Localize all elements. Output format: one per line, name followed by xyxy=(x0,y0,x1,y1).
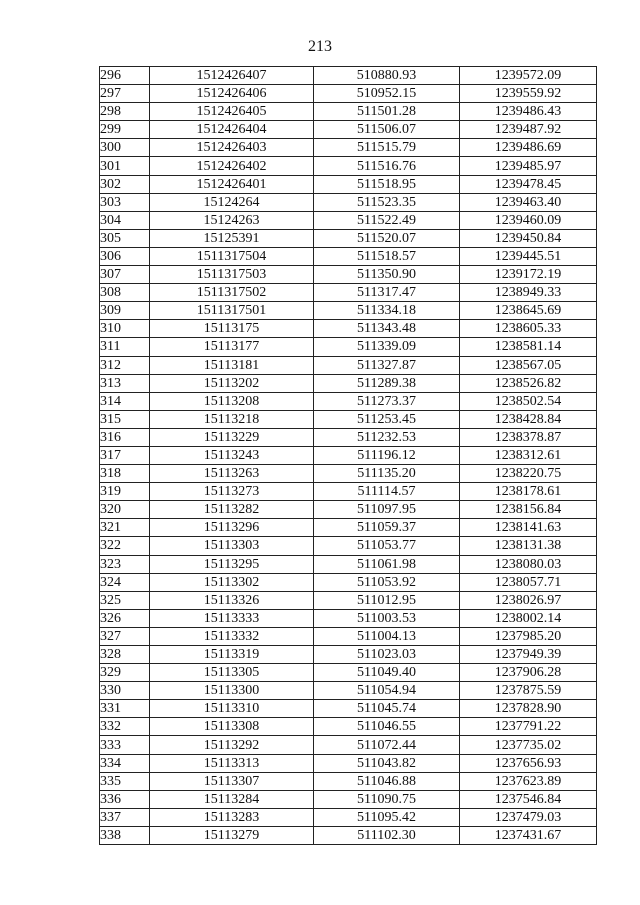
point-id-cell: 15113313 xyxy=(150,754,314,772)
row-number-cell: 299 xyxy=(100,121,150,139)
point-id-cell: 15113308 xyxy=(150,718,314,736)
point-id-cell: 15113243 xyxy=(150,446,314,464)
table-row xyxy=(100,591,597,609)
y-coordinate-cell: 1238220.75 xyxy=(460,465,597,483)
x-coordinate-cell: 511253.45 xyxy=(314,410,460,428)
row-number-cell: 304 xyxy=(100,211,150,229)
y-coordinate-cell: 1238080.03 xyxy=(460,555,597,573)
table-row xyxy=(100,284,597,302)
y-coordinate-cell: 1238131.38 xyxy=(460,537,597,555)
row-number-cell: 330 xyxy=(100,682,150,700)
y-coordinate-cell: 1239486.43 xyxy=(460,103,597,121)
point-id-cell: 15113218 xyxy=(150,410,314,428)
x-coordinate-cell: 511072.44 xyxy=(314,736,460,754)
table-row xyxy=(100,483,597,501)
row-number-cell: 312 xyxy=(100,356,150,374)
row-number-cell: 310 xyxy=(100,320,150,338)
y-coordinate-cell: 1239559.92 xyxy=(460,85,597,103)
point-id-cell: 15113332 xyxy=(150,627,314,645)
x-coordinate-cell: 511003.53 xyxy=(314,609,460,627)
table-row xyxy=(100,718,597,736)
row-number-cell: 303 xyxy=(100,193,150,211)
point-id-cell: 15124264 xyxy=(150,193,314,211)
x-coordinate-cell: 511061.98 xyxy=(314,555,460,573)
table-row xyxy=(100,266,597,284)
row-number-cell: 327 xyxy=(100,627,150,645)
point-id-cell: 1512426401 xyxy=(150,175,314,193)
x-coordinate-cell: 511054.94 xyxy=(314,682,460,700)
point-id-cell: 1511317501 xyxy=(150,302,314,320)
x-coordinate-cell: 511053.92 xyxy=(314,573,460,591)
y-coordinate-cell: 1237875.59 xyxy=(460,682,597,700)
point-id-cell: 15125391 xyxy=(150,229,314,247)
x-coordinate-cell: 511196.12 xyxy=(314,446,460,464)
x-coordinate-cell: 511135.20 xyxy=(314,465,460,483)
y-coordinate-cell: 1237656.93 xyxy=(460,754,597,772)
table-row xyxy=(100,465,597,483)
y-coordinate-cell: 1239450.84 xyxy=(460,229,597,247)
point-id-cell: 15113175 xyxy=(150,320,314,338)
point-id-cell: 15113284 xyxy=(150,790,314,808)
table-row xyxy=(100,374,597,392)
y-coordinate-cell: 1238581.14 xyxy=(460,338,597,356)
point-id-cell: 1511317503 xyxy=(150,266,314,284)
point-id-cell: 1512426407 xyxy=(150,67,314,85)
point-id-cell: 15113300 xyxy=(150,682,314,700)
table-row xyxy=(100,139,597,157)
table-row xyxy=(100,428,597,446)
x-coordinate-cell: 511317.47 xyxy=(314,284,460,302)
row-number-cell: 307 xyxy=(100,266,150,284)
y-coordinate-cell: 1238141.63 xyxy=(460,519,597,537)
x-coordinate-cell: 511327.87 xyxy=(314,356,460,374)
point-id-cell: 15113333 xyxy=(150,609,314,627)
row-number-cell: 328 xyxy=(100,646,150,664)
x-coordinate-cell: 511046.88 xyxy=(314,772,460,790)
row-number-cell: 337 xyxy=(100,808,150,826)
point-id-cell: 1512426402 xyxy=(150,157,314,175)
point-id-cell: 15113181 xyxy=(150,356,314,374)
table-row xyxy=(100,664,597,682)
x-coordinate-cell: 511522.49 xyxy=(314,211,460,229)
point-id-cell: 1512426403 xyxy=(150,139,314,157)
row-number-cell: 313 xyxy=(100,374,150,392)
y-coordinate-cell: 1239572.09 xyxy=(460,67,597,85)
table-row xyxy=(100,537,597,555)
point-id-cell: 1511317502 xyxy=(150,284,314,302)
coordinates-table-body xyxy=(100,67,597,845)
x-coordinate-cell: 511334.18 xyxy=(314,302,460,320)
table-row xyxy=(100,772,597,790)
x-coordinate-cell: 511097.95 xyxy=(314,501,460,519)
table-row xyxy=(100,175,597,193)
y-coordinate-cell: 1239478.45 xyxy=(460,175,597,193)
table-row xyxy=(100,573,597,591)
x-coordinate-cell: 511004.13 xyxy=(314,627,460,645)
row-number-cell: 334 xyxy=(100,754,150,772)
row-number-cell: 320 xyxy=(100,501,150,519)
x-coordinate-cell: 511501.28 xyxy=(314,103,460,121)
x-coordinate-cell: 511518.95 xyxy=(314,175,460,193)
point-id-cell: 15113292 xyxy=(150,736,314,754)
point-id-cell: 15113208 xyxy=(150,392,314,410)
table-row xyxy=(100,229,597,247)
row-number-cell: 311 xyxy=(100,338,150,356)
row-number-cell: 302 xyxy=(100,175,150,193)
y-coordinate-cell: 1237828.90 xyxy=(460,700,597,718)
row-number-cell: 326 xyxy=(100,609,150,627)
point-id-cell: 15113283 xyxy=(150,808,314,826)
table-row xyxy=(100,646,597,664)
point-id-cell: 15113296 xyxy=(150,519,314,537)
row-number-cell: 322 xyxy=(100,537,150,555)
x-coordinate-cell: 511114.57 xyxy=(314,483,460,501)
y-coordinate-cell: 1239172.19 xyxy=(460,266,597,284)
point-id-cell: 15113305 xyxy=(150,664,314,682)
x-coordinate-cell: 511523.35 xyxy=(314,193,460,211)
row-number-cell: 297 xyxy=(100,85,150,103)
table-row xyxy=(100,519,597,537)
y-coordinate-cell: 1238567.05 xyxy=(460,356,597,374)
y-coordinate-cell: 1238057.71 xyxy=(460,573,597,591)
x-coordinate-cell: 511515.79 xyxy=(314,139,460,157)
y-coordinate-cell: 1238428.84 xyxy=(460,410,597,428)
point-id-cell: 15113202 xyxy=(150,374,314,392)
table-row xyxy=(100,211,597,229)
table-row xyxy=(100,392,597,410)
table-row xyxy=(100,103,597,121)
table-row xyxy=(100,501,597,519)
row-number-cell: 318 xyxy=(100,465,150,483)
x-coordinate-cell: 511053.77 xyxy=(314,537,460,555)
point-id-cell: 15113303 xyxy=(150,537,314,555)
y-coordinate-cell: 1238312.61 xyxy=(460,446,597,464)
point-id-cell: 15113302 xyxy=(150,573,314,591)
table-row xyxy=(100,754,597,772)
y-coordinate-cell: 1237906.28 xyxy=(460,664,597,682)
table-row xyxy=(100,808,597,826)
point-id-cell: 15113319 xyxy=(150,646,314,664)
row-number-cell: 308 xyxy=(100,284,150,302)
point-id-cell: 15113310 xyxy=(150,700,314,718)
y-coordinate-cell: 1237546.84 xyxy=(460,790,597,808)
x-coordinate-cell: 511518.57 xyxy=(314,247,460,265)
table-row xyxy=(100,555,597,573)
x-coordinate-cell: 510880.93 xyxy=(314,67,460,85)
table-row xyxy=(100,247,597,265)
x-coordinate-cell: 511043.82 xyxy=(314,754,460,772)
x-coordinate-cell: 511095.42 xyxy=(314,808,460,826)
row-number-cell: 316 xyxy=(100,428,150,446)
y-coordinate-cell: 1238605.33 xyxy=(460,320,597,338)
page-number: 213 xyxy=(308,38,332,55)
row-number-cell: 300 xyxy=(100,139,150,157)
y-coordinate-cell: 1239463.40 xyxy=(460,193,597,211)
x-coordinate-cell: 511516.76 xyxy=(314,157,460,175)
point-id-cell: 1512426404 xyxy=(150,121,314,139)
table-row xyxy=(100,302,597,320)
y-coordinate-cell: 1237735.02 xyxy=(460,736,597,754)
x-coordinate-cell: 511350.90 xyxy=(314,266,460,284)
x-coordinate-cell: 511273.37 xyxy=(314,392,460,410)
y-coordinate-cell: 1238949.33 xyxy=(460,284,597,302)
point-id-cell: 15113263 xyxy=(150,465,314,483)
x-coordinate-cell: 511059.37 xyxy=(314,519,460,537)
row-number-cell: 317 xyxy=(100,446,150,464)
y-coordinate-cell: 1237431.67 xyxy=(460,826,597,844)
table-row xyxy=(100,121,597,139)
x-coordinate-cell: 511023.03 xyxy=(314,646,460,664)
x-coordinate-cell: 511520.07 xyxy=(314,229,460,247)
row-number-cell: 325 xyxy=(100,591,150,609)
row-number-cell: 305 xyxy=(100,229,150,247)
row-number-cell: 338 xyxy=(100,826,150,844)
row-number-cell: 329 xyxy=(100,664,150,682)
x-coordinate-cell: 511506.07 xyxy=(314,121,460,139)
x-coordinate-cell: 511045.74 xyxy=(314,700,460,718)
row-number-cell: 319 xyxy=(100,483,150,501)
y-coordinate-cell: 1237949.39 xyxy=(460,646,597,664)
row-number-cell: 301 xyxy=(100,157,150,175)
row-number-cell: 321 xyxy=(100,519,150,537)
y-coordinate-cell: 1239486.69 xyxy=(460,139,597,157)
y-coordinate-cell: 1239445.51 xyxy=(460,247,597,265)
y-coordinate-cell: 1237479.03 xyxy=(460,808,597,826)
table-row xyxy=(100,85,597,103)
table-row xyxy=(100,700,597,718)
table-row xyxy=(100,609,597,627)
y-coordinate-cell: 1237623.89 xyxy=(460,772,597,790)
row-number-cell: 324 xyxy=(100,573,150,591)
point-id-cell: 15113282 xyxy=(150,501,314,519)
row-number-cell: 331 xyxy=(100,700,150,718)
y-coordinate-cell: 1238526.82 xyxy=(460,374,597,392)
x-coordinate-cell: 511012.95 xyxy=(314,591,460,609)
point-id-cell: 15113273 xyxy=(150,483,314,501)
row-number-cell: 332 xyxy=(100,718,150,736)
table-row xyxy=(100,627,597,645)
point-id-cell: 15113326 xyxy=(150,591,314,609)
point-id-cell: 1512426406 xyxy=(150,85,314,103)
row-number-cell: 296 xyxy=(100,67,150,85)
x-coordinate-cell: 511339.09 xyxy=(314,338,460,356)
row-number-cell: 306 xyxy=(100,247,150,265)
row-number-cell: 298 xyxy=(100,103,150,121)
table-row xyxy=(100,193,597,211)
y-coordinate-cell: 1237791.22 xyxy=(460,718,597,736)
x-coordinate-cell: 511090.75 xyxy=(314,790,460,808)
table-row xyxy=(100,410,597,428)
y-coordinate-cell: 1239485.97 xyxy=(460,157,597,175)
y-coordinate-cell: 1238026.97 xyxy=(460,591,597,609)
y-coordinate-cell: 1239460.09 xyxy=(460,211,597,229)
y-coordinate-cell: 1239487.92 xyxy=(460,121,597,139)
table-row xyxy=(100,826,597,844)
coordinates-table xyxy=(99,66,597,845)
table-row xyxy=(100,682,597,700)
x-coordinate-cell: 511102.30 xyxy=(314,826,460,844)
table-row xyxy=(100,67,597,85)
x-coordinate-cell: 511046.55 xyxy=(314,718,460,736)
y-coordinate-cell: 1238178.61 xyxy=(460,483,597,501)
row-number-cell: 335 xyxy=(100,772,150,790)
y-coordinate-cell: 1238645.69 xyxy=(460,302,597,320)
x-coordinate-cell: 511289.38 xyxy=(314,374,460,392)
row-number-cell: 314 xyxy=(100,392,150,410)
point-id-cell: 15124263 xyxy=(150,211,314,229)
x-coordinate-cell: 511049.40 xyxy=(314,664,460,682)
row-number-cell: 309 xyxy=(100,302,150,320)
x-coordinate-cell: 511232.53 xyxy=(314,428,460,446)
point-id-cell: 15113307 xyxy=(150,772,314,790)
table-row xyxy=(100,320,597,338)
row-number-cell: 336 xyxy=(100,790,150,808)
y-coordinate-cell: 1237985.20 xyxy=(460,627,597,645)
table-row xyxy=(100,157,597,175)
row-number-cell: 315 xyxy=(100,410,150,428)
x-coordinate-cell: 510952.15 xyxy=(314,85,460,103)
point-id-cell: 15113177 xyxy=(150,338,314,356)
point-id-cell: 15113295 xyxy=(150,555,314,573)
row-number-cell: 333 xyxy=(100,736,150,754)
point-id-cell: 1512426405 xyxy=(150,103,314,121)
y-coordinate-cell: 1238002.14 xyxy=(460,609,597,627)
point-id-cell: 15113279 xyxy=(150,826,314,844)
point-id-cell: 1511317504 xyxy=(150,247,314,265)
y-coordinate-cell: 1238156.84 xyxy=(460,501,597,519)
row-number-cell: 323 xyxy=(100,555,150,573)
table-row xyxy=(100,356,597,374)
y-coordinate-cell: 1238502.54 xyxy=(460,392,597,410)
x-coordinate-cell: 511343.48 xyxy=(314,320,460,338)
y-coordinate-cell: 1238378.87 xyxy=(460,428,597,446)
table-row xyxy=(100,446,597,464)
table-row xyxy=(100,790,597,808)
table-row xyxy=(100,338,597,356)
point-id-cell: 15113229 xyxy=(150,428,314,446)
table-row xyxy=(100,736,597,754)
